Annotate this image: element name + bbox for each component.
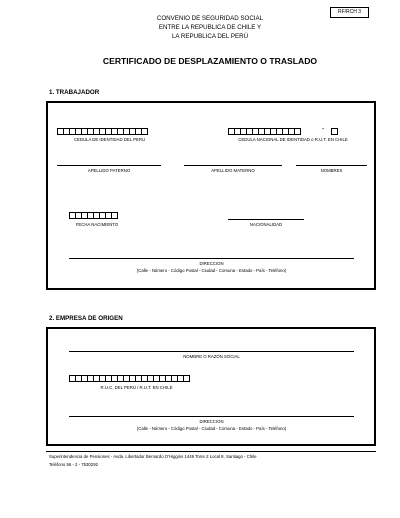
id-chile-field[interactable] [228,128,300,135]
form-code-badge: RF/RCH 3 [330,7,369,18]
id-chile-label: CEDULA NACIONAL DE IDENTIDAD o R.U.T. EN CHILE [238,137,348,142]
section-1-heading: 1. TRABAJADOR [49,89,100,96]
header-line-3: LA REPUBLICA DEL PERÚ [171,33,249,40]
apellido-paterno-line[interactable] [57,165,161,166]
direccion-line-2[interactable] [69,416,354,417]
nacionalidad-label: NACIONALIDAD [249,222,283,227]
nombres-line[interactable] [296,165,367,166]
footer-divider [46,451,376,452]
direccion-label-2: DIRECCION [199,419,224,424]
fecha-nacimiento-label: FECHA NACIMIENTO [75,222,119,227]
nacionalidad-line[interactable] [228,219,304,220]
footer-phone: Teléfono 56 - 2 - 7530292 [49,462,98,467]
direccion-hint-2: (Calle - Número - Código Postal - Ciudad - Comuna - Estado - País - Teléfono) [136,426,287,431]
razon-social-label: NOMBRE O RAZÓN SOCIAL [183,354,240,359]
id-peru-field[interactable] [57,128,147,135]
id-chile-check-digit-field[interactable] [331,128,337,135]
page-title: CERTIFICADO DE DESPLAZAMIENTO O TRASLADO [102,56,318,66]
razon-social-line[interactable] [69,351,354,352]
direccion-line-1[interactable] [69,258,354,259]
section-2-heading: 2. EMPRESA DE ORIGEN [49,315,123,322]
fecha-nacimiento-field[interactable] [69,212,117,219]
header-line-1: CONVENIO DE SEGURIDAD SOCIAL [156,15,264,22]
direccion-hint-1: (Calle - Número - Código Postal - Ciudad - Comuna - Estado - País - Teléfono) [136,268,287,273]
ruc-field[interactable] [69,375,189,382]
apellido-materno-line[interactable] [184,165,282,166]
ruc-label: R.U.C. DEL PERÚ / R.U.T. EN CHILE [100,385,173,390]
apellido-materno-label: APELLIDO MATERNO [211,168,255,173]
footer-address: Superintendencia de Pensiones - Avda. Libertador Bernardo O'Higgins 1449 Torre 2 Local 8, Santiago - Chile [49,454,257,459]
id-peru-label: CEDULA DE IDENTIDAD DEL PERU [73,137,146,142]
id-chile-dash: - [322,126,325,133]
header-line-2: ENTRE LA REPUBLICA DE CHILE Y [158,24,262,31]
nombres-label: NOMBRES [320,168,343,173]
apellido-paterno-label: APELLIDO PATERNO [87,168,131,173]
direccion-label-1: DIRECCION [199,261,224,266]
